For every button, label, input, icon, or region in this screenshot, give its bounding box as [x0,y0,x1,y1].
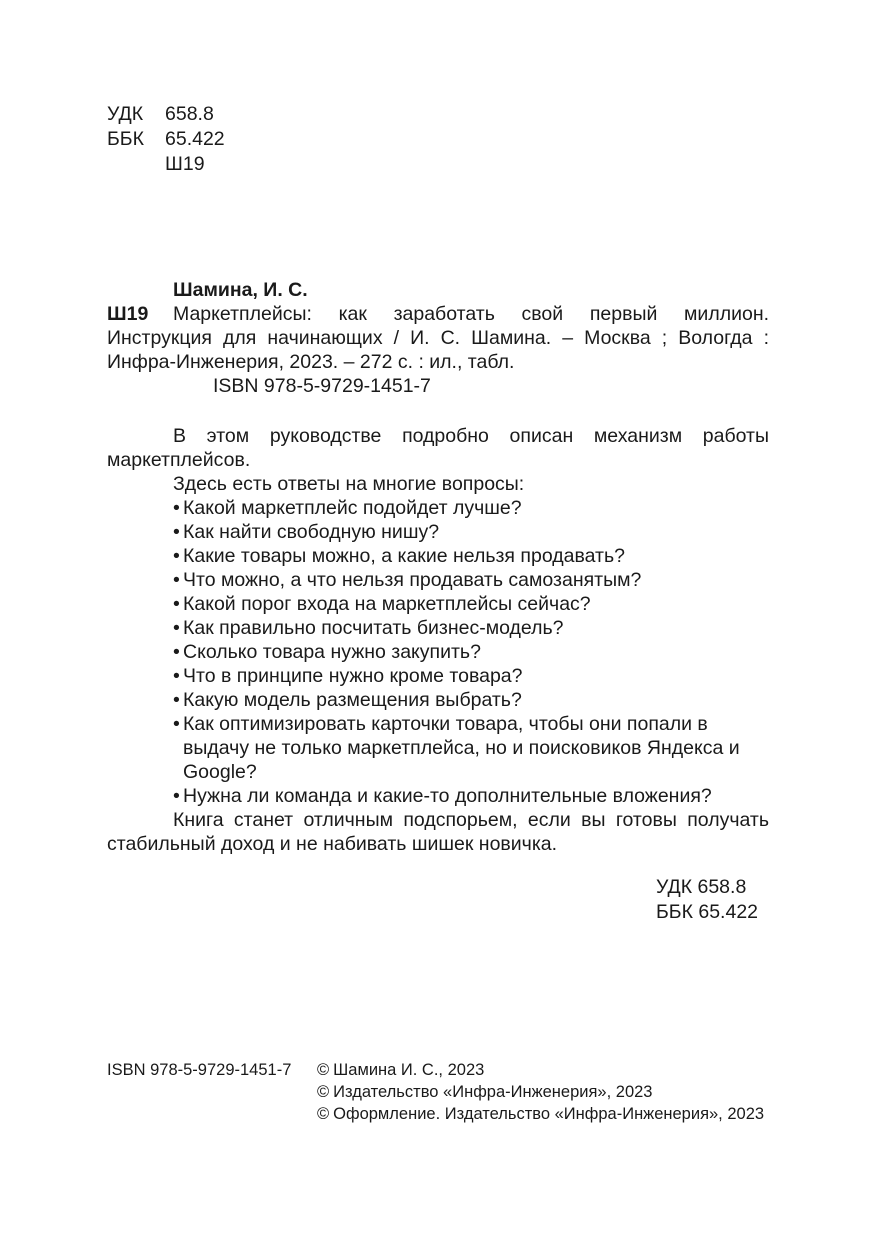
list-item: • Что можно, а что нельзя продавать самозанятым? [173,568,769,592]
copyright-line: © Шамина И. С., 2023 [317,1061,485,1079]
list-item: • Какую модель размещения выбрать? [173,688,769,712]
udk-label: УДК [107,103,144,125]
copyright-icon: © [317,1061,330,1079]
copyright-icon: © [317,1105,330,1123]
record-description: Маркетплейсы: как заработать свой первый миллион. Инструкция для начинающих / И. С. Шамина. – Москва ; Вологда : Инфра-Инженерия, 2023. – 272 с. : ил., табл. [107,303,769,373]
annotation [107,424,769,856]
annotation-questions-lead: Здесь есть ответы на многие вопросы: [173,473,525,495]
annotation-intro: В этом руководстве подробно описан механизм работы маркетплейсов. [107,425,769,471]
annotation-closing: Книга станет отличным подспорьем, если вы готовы получать стабильный доход и не набивать шишек новичка. [107,809,769,855]
record-author: Шамина, И. С. [173,279,308,301]
list-item: • Какие товары можно, а какие нельзя продавать? [173,544,769,568]
bbk-value: 65.422 [165,128,225,150]
list-item: • Сколько товара нужно закупить? [173,640,769,664]
author-sign: Ш19 [165,153,205,175]
list-item: • Какой порог входа на маркетплейсы сейчас? [173,592,769,616]
list-item: • Как найти свободную нишу? [173,520,769,544]
udk-value: 658.8 [165,103,214,125]
copyright-icon: © [317,1083,330,1101]
list-item: • Какой маркетплейс подойдет лучше? [173,496,769,520]
questions-list [107,496,769,808]
list-item: • Как оптимизировать карточки товара, чтобы они попали в выдачу не только маркетплейса, но и поисковиков Яндекса и Google? [173,712,743,784]
list-item: • Как правильно посчитать бизнес-модель? [173,616,769,640]
bbk-right: ББК 65.422 [656,901,759,923]
record-isbn: ISBN 978-5-9729-1451-7 [213,375,431,397]
udk-right: УДК 658.8 [656,876,747,898]
bbk-label: ББК [107,128,144,150]
copyright-block [317,1059,764,1125]
copyright-line: © Издательство «Инфра-Инженерия», 2023 [317,1083,653,1101]
copyright-isbn: ISBN 978-5-9729-1451-7 [107,1061,292,1079]
list-item: • Нужна ли команда и какие-то дополнительные вложения? [173,784,769,808]
copyright-line: © Оформление. Издательство «Инфра-Инженерия», 2023 [317,1105,765,1123]
record-code: Ш19 [107,303,149,325]
list-item: • Что в принципе нужно кроме товара? [173,664,769,688]
